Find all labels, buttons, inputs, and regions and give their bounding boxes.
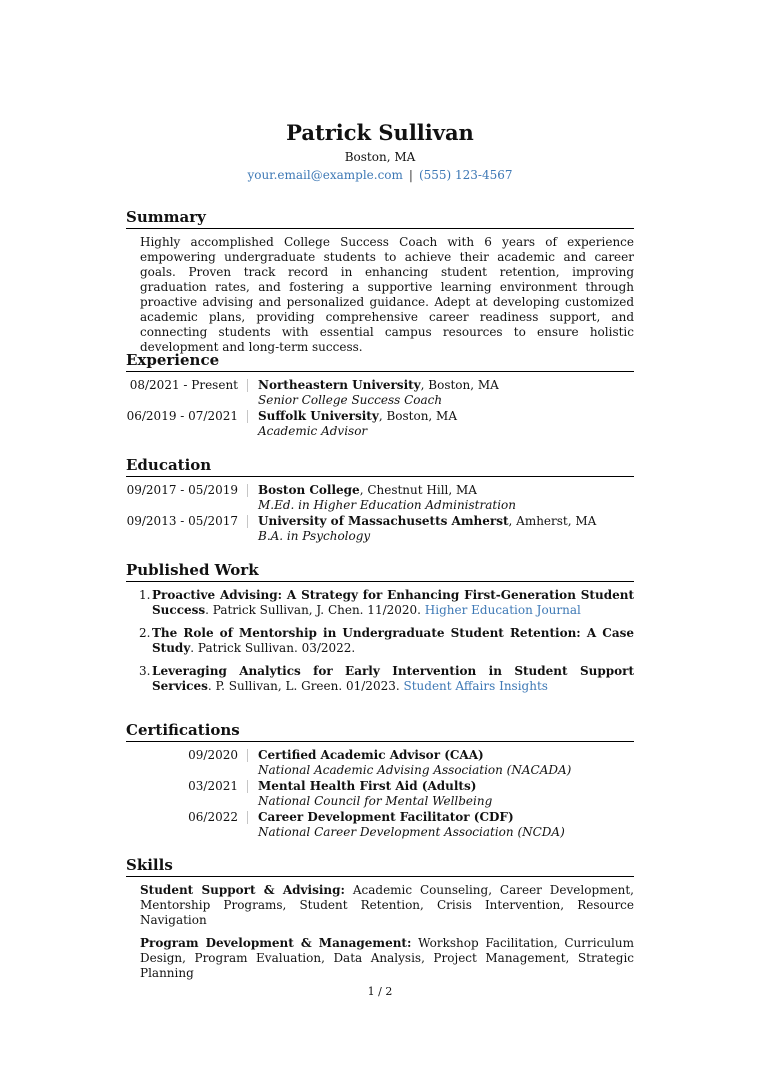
entry-divider	[247, 780, 248, 793]
entry-place: , Boston, MA	[420, 378, 499, 392]
skills-list	[140, 883, 634, 989]
entry-org-line	[258, 514, 596, 529]
certification-issuer: National Academic Advising Association (NACADA)	[258, 763, 572, 777]
certification-name: Mental Health First Aid (Adults)	[258, 779, 477, 793]
skills-heading: Skills	[126, 855, 634, 877]
entry-degree: M.Ed. in Higher Education Administration	[258, 498, 517, 512]
entry-org-line	[258, 378, 499, 393]
publication-number: 2.	[139, 626, 151, 640]
summary-text: Highly accomplished College Success Coach with 6 years of experience empowering undergraduate students to achieve their academic and career goals. Proven track record in enhancing student retention, improving graduation rates, and fostering a supportive learning environment through proactive advising and personalized guidance. Adept at developing customized academic plans, providing comprehensive career readiness support, and connecting students with essential campus resources to ensure holistic development and long-term success.	[140, 235, 634, 354]
skill-group	[140, 936, 634, 981]
entry-degree: B.A. in Psychology	[258, 529, 371, 543]
entry-date: 09/2017 - 05/2019	[126, 483, 238, 497]
entry-date: 03/2021	[188, 779, 238, 793]
publication-details: . Patrick Sullivan, J. Chen. 11/2020.	[205, 603, 425, 617]
certifications-heading: Certifications	[126, 720, 634, 742]
certification-entry	[126, 748, 634, 779]
publication-list	[126, 588, 634, 702]
summary-heading: Summary	[126, 207, 634, 229]
entry-place: , Amherst, MA	[508, 514, 597, 528]
certification-list	[126, 748, 634, 841]
candidate-name: Patrick Sullivan	[286, 120, 474, 145]
entry-divider	[247, 749, 248, 762]
publication-title: Proactive Advising: A Strategy for Enhancing First-Generation Student Success	[152, 588, 634, 617]
publication-item	[126, 588, 634, 618]
entry-divider	[247, 811, 248, 824]
certification-name: Career Development Facilitator (CDF)	[258, 810, 514, 824]
skill-group-label: Program Development & Management:	[140, 936, 412, 950]
publication-number: 3.	[139, 664, 151, 678]
email-link[interactable]: your.email@example.com	[247, 168, 403, 182]
entry-org-line	[258, 409, 457, 424]
entry-date: 09/2013 - 05/2017	[126, 514, 238, 528]
experience-entry	[126, 409, 634, 440]
education-entry	[126, 514, 634, 545]
education-entry	[126, 483, 634, 514]
certification-entry	[126, 810, 634, 841]
candidate-location: Boston, MA	[344, 150, 416, 164]
certification-name: Certified Academic Advisor (CAA)	[258, 748, 484, 762]
entry-org: Boston College	[258, 483, 360, 497]
education-list	[126, 483, 634, 545]
skill-group	[140, 883, 634, 928]
publication-details: . P. Sullivan, L. Green. 01/2023.	[207, 679, 404, 693]
page-number: 1 / 2	[367, 985, 393, 998]
entry-org: Northeastern University	[258, 378, 421, 392]
entry-date: 09/2020	[188, 748, 238, 762]
publication-item	[126, 626, 634, 656]
entry-divider	[247, 484, 248, 497]
entry-place: , Boston, MA	[378, 409, 457, 423]
entry-divider	[247, 410, 248, 423]
published-work-heading: Published Work	[126, 560, 634, 582]
certification-entry	[126, 779, 634, 810]
publication-number: 1.	[139, 588, 151, 602]
contact-separator: |	[408, 168, 413, 182]
education-heading: Education	[126, 455, 634, 477]
entry-role: Senior College Success Coach	[258, 393, 443, 407]
resume-header	[0, 120, 760, 184]
entry-divider	[247, 379, 248, 392]
contact-line	[0, 166, 760, 184]
entry-date: 06/2019 - 07/2021	[126, 409, 238, 423]
entry-org-line	[258, 483, 477, 498]
publication-venue-link[interactable]: Student Affairs Insights	[403, 679, 548, 693]
publication-title: The Role of Mentorship in Undergraduate Student Retention: A Case Study	[152, 626, 634, 655]
entry-role: Academic Advisor	[258, 424, 368, 438]
skill-group-items: Academic Counseling, Career Development, Mentorship Programs, Student Retention, Crisis Intervention, Resource Navigation	[140, 883, 634, 927]
skill-group-label: Student Support & Advising:	[140, 883, 345, 897]
experience-list	[126, 378, 634, 440]
certification-issuer: National Career Development Association (NCDA)	[258, 825, 565, 839]
entry-place: , Chestnut Hill, MA	[359, 483, 477, 497]
publication-details: . Patrick Sullivan. 03/2022.	[190, 641, 356, 655]
entry-date: 08/2021 - Present	[129, 378, 238, 392]
skill-group-items: Workshop Facilitation, Curriculum Design, Program Evaluation, Data Analysis, Project Management, Strategic Planning	[140, 936, 634, 980]
publication-title: Leveraging Analytics for Early Intervention in Student Support Services	[152, 664, 634, 693]
entry-date: 06/2022	[188, 810, 238, 824]
certification-issuer: National Council for Mental Wellbeing	[258, 794, 493, 808]
publication-venue-link[interactable]: Higher Education Journal	[424, 603, 581, 617]
entry-org: University of Massachusetts Amherst	[258, 514, 509, 528]
entry-divider	[247, 515, 248, 528]
publication-item	[126, 664, 634, 694]
experience-heading: Experience	[126, 350, 634, 372]
entry-org: Suffolk University	[258, 409, 379, 423]
phone-link[interactable]: (555) 123-4567	[418, 168, 513, 182]
experience-entry	[126, 378, 634, 409]
